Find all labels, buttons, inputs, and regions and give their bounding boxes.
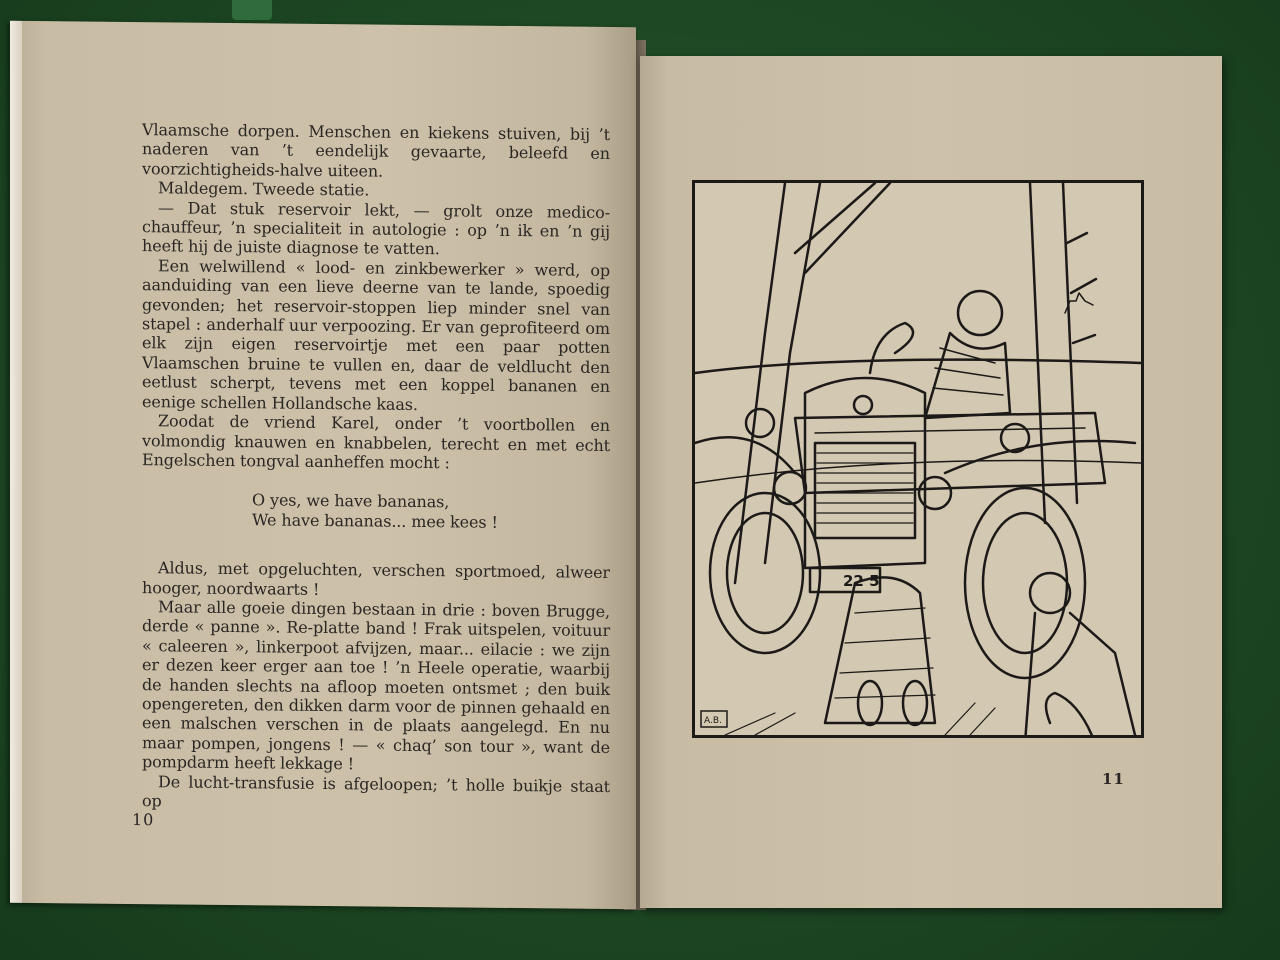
plate-number-text: 22 5 (843, 572, 880, 590)
right-fender (945, 441, 1135, 473)
verse-line-1: O yes, we have bananas, (252, 490, 450, 512)
driver-head (958, 291, 1002, 335)
paragraph-7: Maar alle goeie dingen bestaan in drie : boven Brugge, derde « panne ». Re-platte band ! Frak uitspelen, voituur « caleeren », linkerpoot afvijzen, maar... eilacie : we zijn er dezen keer erger aan toe ! ’n Heele operatie, waarbij de handen slechts na afloop moeten ontsmet ; den buik opengereten, den dikken darm voor de pinnen gehaald en een malschen verschen in de plaats aangelegd. En nu maar pompen, jongens ! — « chaq’ son tour », want de pompdarm heeft lekkage ! (142, 597, 610, 774)
paragraph-6: Aldus, met opgeluchten, verschen sportmoed, alweer hooger, noordwaarts ! (142, 558, 610, 599)
artist-monogram: A.B. (704, 716, 722, 726)
right-tree (1030, 183, 1045, 523)
paragraph-8: De lucht-transfusie is afgeloopen; ’t holle buikje staat op (142, 771, 610, 811)
right-page (640, 56, 1222, 908)
verse-line-2: We have bananas... mee kees ! (252, 509, 498, 532)
paragraph-1: Vlaamsche dorpen. Menschen en kiekens stuiven, bij ’t naderen van ’t eendelijk gevaarte, beleefd en voorzichtigheids-halve uiteen. (142, 120, 610, 181)
page-number-right: 11 (1102, 770, 1125, 788)
song-verse (252, 491, 610, 534)
left-headlight (746, 409, 774, 437)
bookmark-ribbon (232, 0, 272, 20)
paragraph-3: — Dat stuk reservoir lekt, — grolt onze medico-chauffeur, ’n specialiteit in autologie : op ’n ik en ’n gij heeft hij de juiste diagnose te vatten. (142, 197, 610, 259)
car-drawing (695, 183, 1141, 735)
paragraph-5: Zoodat de vriend Karel, onder ’t voortbollen en volmondig knauwen en knabbelen, terecht en met echt Engelschen tongval aanheffen mocht : (142, 411, 610, 473)
kneeling-man (825, 577, 935, 723)
paragraph-4: Een welwillend « lood- en zinkbewerker » werd, op aanduiding van een lieve deerne van te lande, spoedig gevonden; het reservoir-stoppen liep minder snel van stapel : anderhalf uur verpoozing. Er van geprofiteerd om elk zijn eigen reservoirtje met een paar potten Vlaamschen bruine te vullen en, daar de veldlucht den eetlust scherpt, tevens met een koppel bananen en eenige schellen Hollandsche kaas. (142, 256, 610, 414)
left-page-text (142, 120, 610, 815)
car-illustration (692, 180, 1144, 738)
left-page (10, 21, 636, 910)
paragraph-2: Maldegem. Tweede statie. (158, 178, 370, 200)
bald-man-head (1030, 573, 1070, 613)
page-number-left: 10 (132, 809, 155, 830)
driver-scarf (870, 323, 913, 373)
